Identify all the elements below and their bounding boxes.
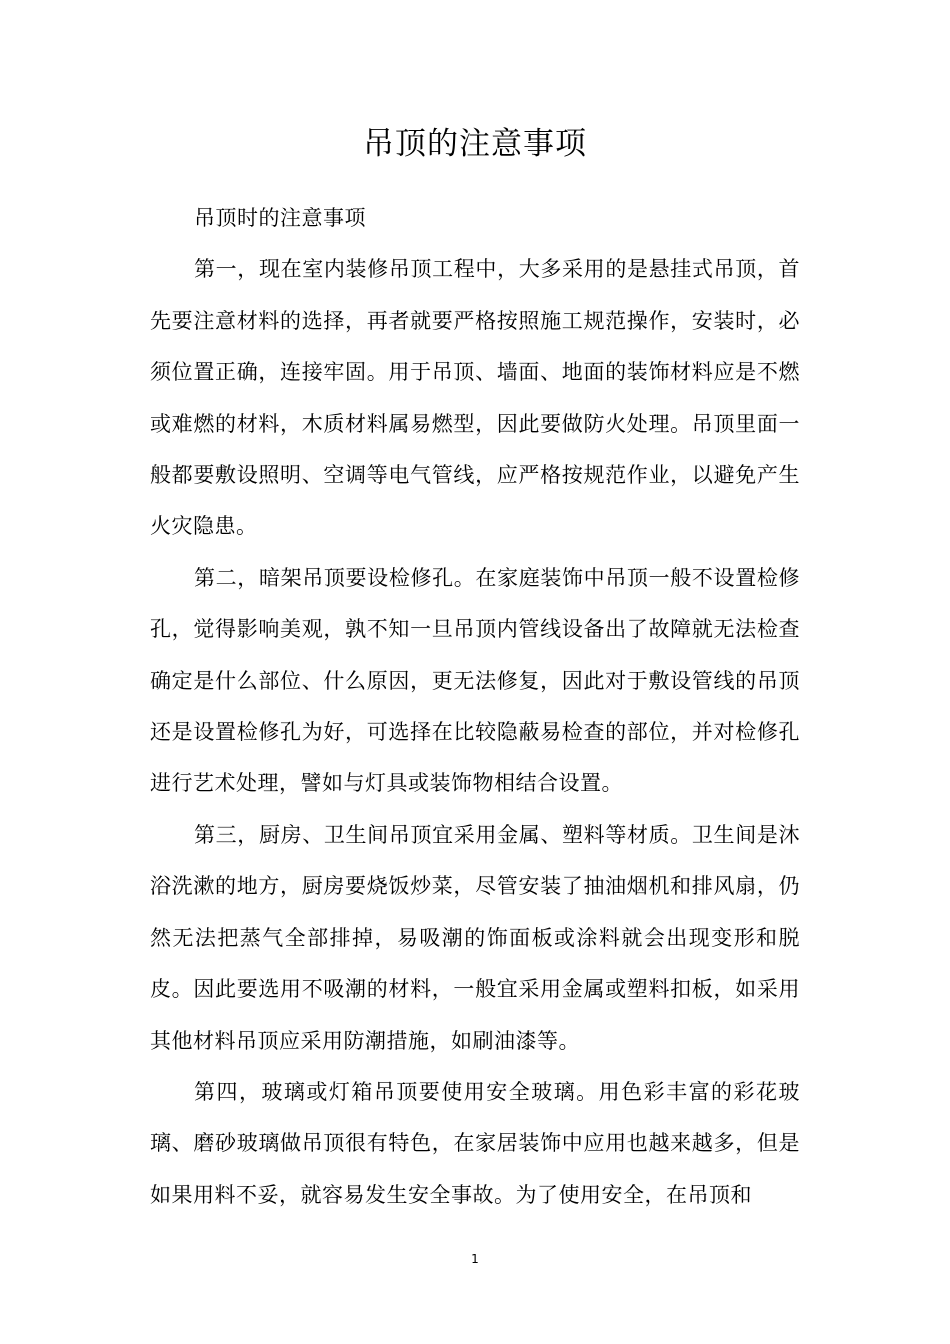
- paragraph-fourth: 第四，玻璃或灯箱吊顶要使用安全玻璃。用色彩丰富的彩花玻璃、磨砂玻璃做吊顶很有特色，在家居装饰中应用也越来越多，但是如果用料不妥，就容易发生安全事故。为了使用安全，在吊顶和: [150, 1079, 800, 1207]
- paragraph-second: 第二，暗架吊顶要设检修孔。在家庭装饰中吊顶一般不设置检修孔，觉得影响美观，孰不知一旦吊顶内管线设备出了故障就无法检查确定是什么部位、什么原因，更无法修复，因此对于敷设管线的吊顶还是设置检修孔为好，可选择在比较隐蔽易检查的部位，并对检修孔进行艺术处理，譬如与灯具或装饰物相结合设置。: [150, 565, 800, 796]
- document-title: 吊顶的注意事项: [363, 126, 587, 162]
- paragraph-third: 第三，厨房、卫生间吊顶宜采用金属、塑料等材质。卫生间是沐浴洗漱的地方，厨房要烧饭炒菜，尽管安装了抽油烟机和排风扇，仍然无法把蒸气全部排掉，易吸潮的饰面板或涂料就会出现变形和脱皮。因此要选用不吸潮的材料，一般宜采用金属或塑料扣板，如采用其他材料吊顶应采用防潮措施，如刷油漆等。: [150, 822, 800, 1053]
- paragraph-first: 第一，现在室内装修吊顶工程中，大多采用的是悬挂式吊顶，首先要注意材料的选择，再者就要严格按照施工规范操作，安装时，必须位置正确，连接牢固。用于吊顶、墙面、地面的装饰材料应是不燃或难燃的材料，木质材料属易燃型，因此要做防火处理。吊顶里面一般都要敷设照明、空调等电气管线，应严格按规范作业，以避免产生火灾隐患。: [150, 257, 800, 539]
- page-number: 1: [471, 1252, 479, 1266]
- document-body: [150, 193, 800, 1221]
- paragraph-subtitle: 吊顶时的注意事项: [194, 206, 366, 230]
